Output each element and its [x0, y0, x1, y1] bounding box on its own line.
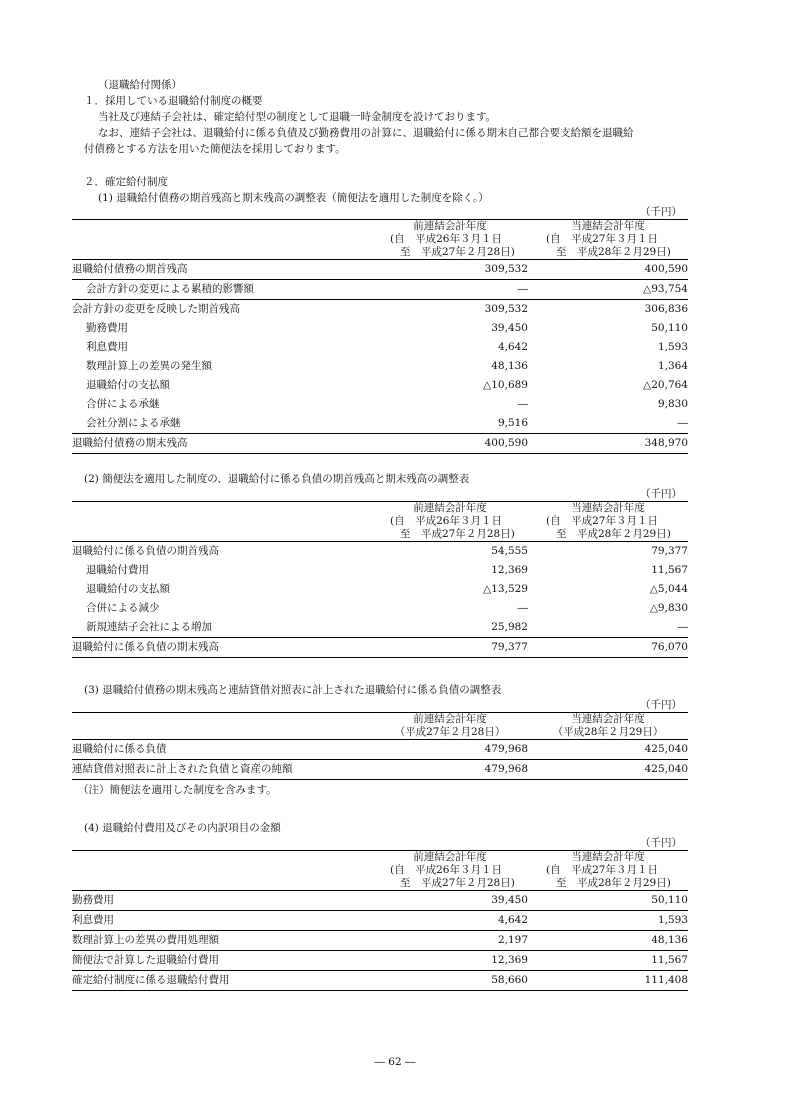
- table2-curr-period-header: 当連結会計年度 (自 平成27年３月１日 至 平成28年２月29日): [528, 502, 688, 542]
- table-row: 勤務費用 39,450 50,110: [72, 891, 688, 911]
- table-row: 新規連結子会社による増加 25,982 ―: [72, 618, 688, 638]
- table4-title: (4) 退職給付費用及びその内訳項目の金額: [84, 822, 281, 834]
- table-row: 確定給付制度に係る退職給付費用 58,660 111,408: [72, 971, 688, 991]
- section-title: （退職給付関係）: [98, 79, 182, 91]
- table-row: 会計方針の変更を反映した期首残高 309,532 306,836: [72, 303, 688, 315]
- item1-para2-line1: なお、連結子会社は、退職給付に係る負債及び勤務費用の計算に、退職給付に係る期末自己都合要支給額を退職給: [98, 127, 634, 139]
- table-row: 退職給付に係る負債 479,968 425,040: [72, 740, 688, 760]
- table-row: 合併による承継 ― 9,830: [86, 398, 688, 410]
- table-row: 簡便法で計算した退職給付費用 12,369 11,567: [72, 951, 688, 971]
- table-row: 合併による減少 ― △9,830: [86, 602, 688, 614]
- page-number: ― 62 ―: [374, 1056, 416, 1068]
- table1-prev-period-header: 前連結会計年度 (自 平成26年３月１日 至 平成27年２月28日): [372, 220, 528, 260]
- item2-heading: ２．確定給付制度: [84, 176, 168, 188]
- table4-curr-period-header: 当連結会計年度 (自 平成27年３月１日 至 平成28年２月29日): [528, 851, 688, 891]
- table3-curr-period-header: 当連結会計年度 （平成28年２月29日）: [528, 713, 688, 740]
- item1-heading: １．採用している退職給付制度の概要: [84, 95, 263, 107]
- table3-note: （注）簡便法を適用した制度を含みます。: [78, 784, 277, 796]
- table2-prev-period-header: 前連結会計年度 (自 平成26年３月１日 至 平成27年２月28日): [372, 502, 528, 542]
- table-row: 利息費用 4,642 1,593: [72, 911, 688, 931]
- table-row: 会社分割による承継 9,516 ―: [72, 414, 688, 434]
- table-row: 勤務費用 39,450 50,110: [86, 322, 688, 334]
- table-row: 会計方針の変更による累積的影響額 ― △93,754: [72, 280, 688, 300]
- table-row: 数理計算上の差異の費用処理額 2,197 48,136: [72, 931, 688, 951]
- table4-prev-period-header: 前連結会計年度 (自 平成26年３月１日 至 平成27年２月28日): [372, 851, 528, 891]
- table-row: 退職給付に係る負債の期首残高 54,555 79,377: [72, 545, 688, 557]
- table4-header-row: [72, 851, 688, 891]
- table-row: 数理計算上の差異の発生額 48,136 1,364: [86, 360, 688, 372]
- table1: [72, 219, 688, 454]
- table-row: 退職給付債務の期首残高 309,532 400,590: [72, 260, 688, 280]
- table2-unit-label: （千円）: [640, 488, 682, 500]
- table-row: 退職給付に係る負債の期末残高 79,377 76,070: [72, 638, 688, 658]
- table3-title: (3) 退職給付債務の期末残高と連結貸借対照表に計上された退職給付に係る負債の調整表: [84, 684, 502, 696]
- table-row: 退職給付の支払額 △10,689 △20,764: [86, 379, 688, 391]
- table-row: 退職給付費用 12,369 11,567: [86, 564, 688, 576]
- table-row: 利息費用 4,642 1,593: [86, 341, 688, 353]
- table3: [72, 712, 688, 780]
- table-row: 退職給付債務の期末残高 400,590 348,970: [72, 434, 688, 454]
- table3-header-row: [72, 713, 688, 740]
- table2: [72, 501, 688, 658]
- table3-prev-period-header: 前連結会計年度 （平成27年２月28日）: [372, 713, 528, 740]
- table-row: 連結貸借対照表に計上された負債と資産の純額 479,968 425,040: [72, 760, 688, 780]
- table1-header-row: [72, 220, 688, 260]
- table4: [72, 850, 688, 991]
- table2-title: (2) 簡便法を適用した制度の、退職給付に係る負債の期首残高と期末残高の調整表: [84, 473, 470, 485]
- table2-header-row: [72, 502, 688, 542]
- table3-unit-label: （千円）: [640, 699, 682, 711]
- table1-unit-label: （千円）: [640, 206, 682, 218]
- item1-para2-line2: 付債務とする方法を用いた簡便法を採用しております。: [84, 143, 346, 155]
- table1-curr-period-header: 当連結会計年度 (自 平成27年３月１日 至 平成28年２月29日): [528, 220, 688, 260]
- table-row: 退職給付の支払額 △13,529 △5,044: [86, 583, 688, 595]
- table1-title: (1) 退職給付債務の期首残高と期末残高の調整表（簡便法を適用した制度を除く。）: [98, 192, 489, 204]
- item1-para1: 当社及び連結子会社は、確定給付型の制度として退職一時金制度を設けております。: [98, 111, 497, 123]
- table4-unit-label: （千円）: [640, 837, 682, 849]
